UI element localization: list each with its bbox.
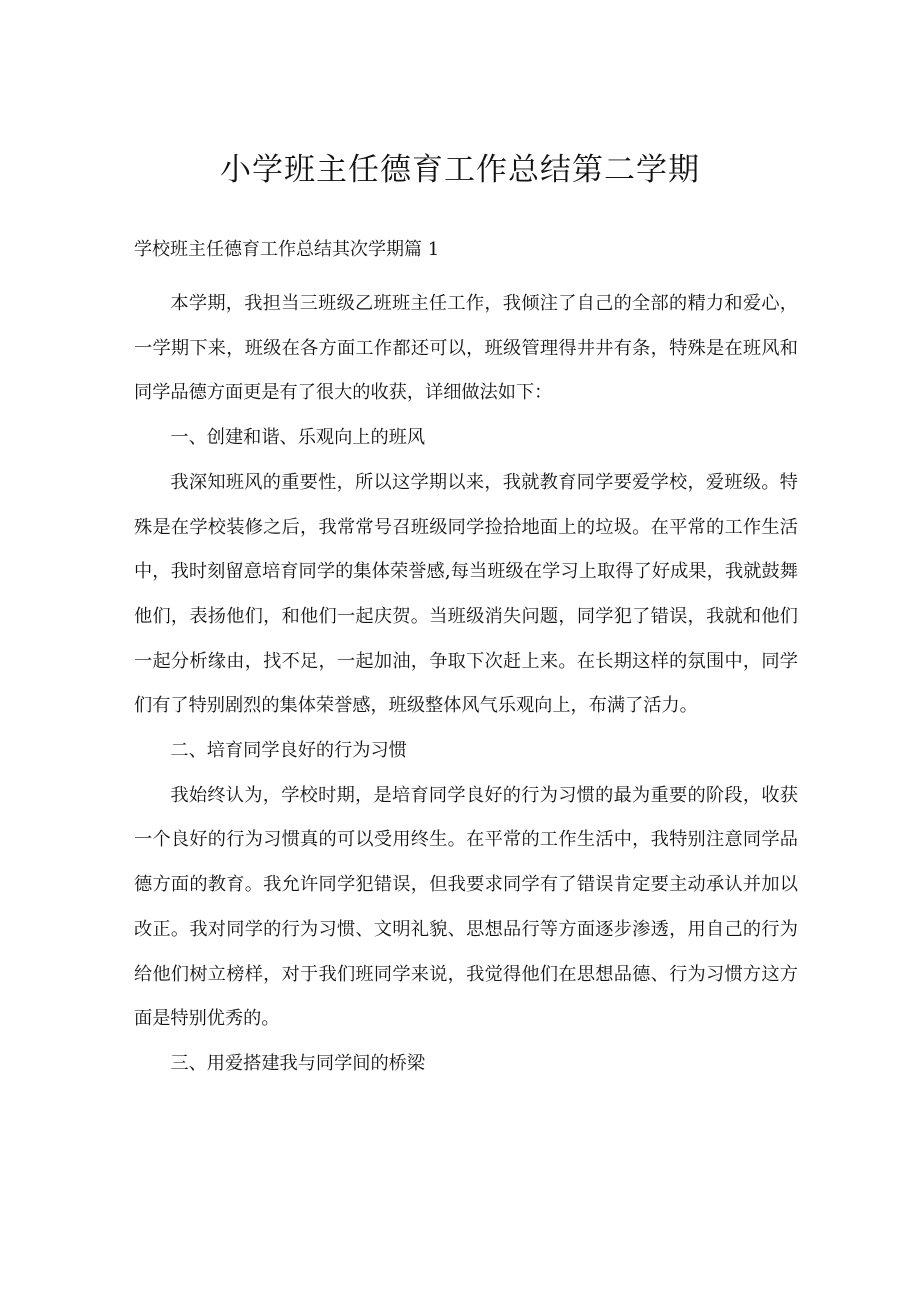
- paragraph-class-atmosphere: 我深知班风的重要性，所以这学期以来，我就教育同学要爱学校，爱班级。特殊是在学校装修之后，我常常号召班级同学捡拾地面上的垃圾。在平常的工作生活中，我时刻留意培育同学的集体荣誉感,每当班级在学习上取得了好成果，我就鼓舞他们，表扬他们，和他们一起庆贺。当班级消失问题，同学犯了错误，我就和他们一起分析缘由，找不足，一起加油，争取下次赶上来。在长期这样的氛围中，同学们有了特别剧烈的集体荣誉感，班级整体风气乐观向上，布满了活力。: [134, 471, 798, 717]
- document-body: [134, 282, 798, 1087]
- paragraph-behavior-habits: 我始终认为，学校时期，是培育同学良好的行为习惯的最为重要的阶段，收获一个良好的行为习惯真的可以受用终生。在平常的工作生活中，我特别注意同学品德方面的教育。我允许同学犯错误，但我要求同学有了错误肯定要主动承认并加以改正。我对同学的行为习惯、文明礼貌、思想品行等方面逐步渗透，用自己的行为给他们树立榜样，对于我们班同学来说，我觉得他们在思想品德、行为习惯方这方面是特别优秀的。: [134, 784, 798, 1030]
- document-subtitle: 学校班主任德育工作总结其次学期篇 1: [134, 239, 440, 260]
- section-heading-2: 二、培育同学良好的行为习惯: [170, 740, 407, 762]
- section-heading-3: 三、用爱搭建我与同学间的桥梁: [170, 1052, 426, 1074]
- section-heading-1: 一、创建和谐、乐观向上的班风: [170, 427, 426, 449]
- document-title: 小学班主任德育工作总结第二学期: [220, 152, 700, 188]
- paragraph-intro: 本学期，我担当三班级乙班班主任工作，我倾注了自己的全部的精力和爱心，一学期下来，班级在各方面工作都还可以，班级管理得井井有条，特殊是在班风和同学品德方面更是有了很大的收获，详细做法如下：: [134, 293, 798, 404]
